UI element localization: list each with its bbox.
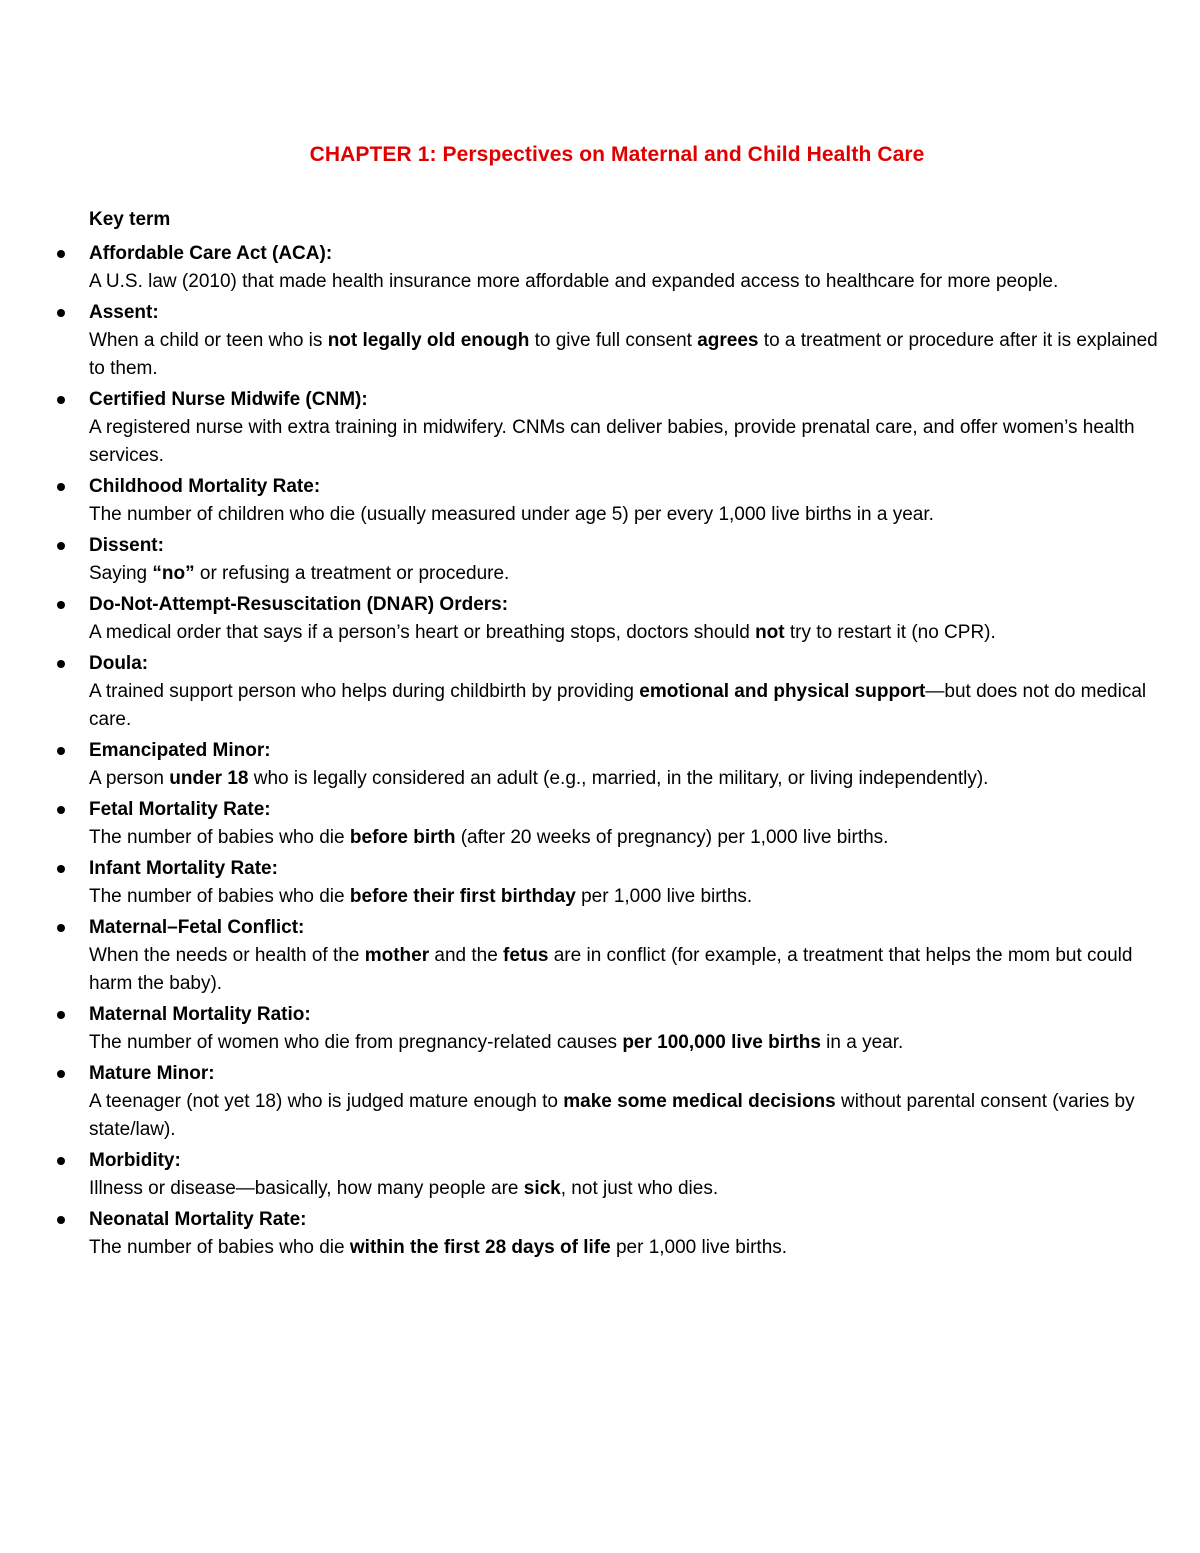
- term-name: Certified Nurse Midwife (CNM):: [89, 389, 368, 410]
- bullet-icon: [57, 1216, 65, 1224]
- bullet-icon: [57, 1070, 65, 1078]
- definition-text: The number of babies who die: [89, 827, 350, 848]
- definition-text: The number of babies who die: [89, 886, 350, 907]
- definition-text: A teenager (not yet 18) who is judged mature enough to: [89, 1091, 564, 1112]
- term-definition: [89, 1175, 1160, 1203]
- definition-text: Illness or disease—basically, how many people are: [89, 1178, 524, 1199]
- list-item: [0, 532, 1160, 588]
- definition-emphasis: emotional and physical support: [639, 681, 926, 702]
- list-item: [0, 914, 1160, 998]
- definition-text: The number of women who die from pregnancy-related causes: [89, 1032, 623, 1053]
- definition-emphasis: fetus: [503, 945, 549, 966]
- chapter-title: CHAPTER 1: Perspectives on Maternal and Child Health Care: [309, 143, 925, 166]
- list-item: [0, 1060, 1160, 1144]
- definition-text: and the: [429, 945, 504, 966]
- term-name: Dissent:: [89, 535, 164, 556]
- definition-emphasis: before their first birthday: [349, 886, 576, 907]
- bullet-icon: [57, 483, 65, 491]
- definition-text: without parental consent (varies by state/law).: [89, 1091, 1135, 1140]
- term-definition: [89, 1088, 1160, 1144]
- definition-text: who is legally considered an adult (e.g., married, in the military, or living independently).: [248, 768, 989, 789]
- definition-text: A trained support person who helps during childbirth by providing: [89, 681, 640, 702]
- definition-text: The number of children who die (usually measured under age 5) per every 1,000 live births in a year.: [89, 504, 934, 525]
- list-item: [0, 1001, 1160, 1057]
- bullet-icon: [57, 806, 65, 814]
- definition-text: per 1,000 live births.: [575, 886, 753, 907]
- term-name: Affordable Care Act (ACA):: [89, 243, 333, 264]
- term-name: Infant Mortality Rate:: [89, 858, 278, 879]
- definition-emphasis: make some medical decisions: [563, 1091, 836, 1112]
- definition-text: A medical order that says if a person’s heart or breathing stops, doctors should: [89, 622, 756, 643]
- definition-text: When a child or teen who is: [89, 330, 328, 351]
- bullet-icon: [57, 747, 65, 755]
- definition-emphasis: “no”: [152, 563, 195, 584]
- term-definition: [89, 883, 1160, 911]
- list-item: [0, 1206, 1160, 1262]
- term-name: Maternal–Fetal Conflict:: [89, 917, 305, 938]
- definition-emphasis: within the first 28 days of life: [349, 1237, 611, 1258]
- definition-text: in a year.: [820, 1032, 904, 1053]
- list-item: [0, 240, 1160, 296]
- bullet-icon: [57, 1157, 65, 1165]
- term-definition: [89, 1029, 1160, 1057]
- term-definition: [89, 268, 1160, 296]
- term-definition: [89, 765, 1160, 793]
- definition-text: The number of babies who die: [89, 1237, 350, 1258]
- bullet-icon: [57, 250, 65, 258]
- definition-text: Saying: [89, 563, 153, 584]
- definition-emphasis: before birth: [349, 827, 456, 848]
- definition-text: A U.S. law (2010) that made health insurance more affordable and expanded access to healthcare for more people.: [89, 271, 1059, 292]
- term-name: Childhood Mortality Rate:: [89, 476, 321, 497]
- definition-text: (after 20 weeks of pregnancy) per 1,000 live births.: [455, 827, 889, 848]
- bullet-icon: [57, 1011, 65, 1019]
- definition-text: or refusing a treatment or procedure.: [194, 563, 510, 584]
- definition-text: —but does not do medical care.: [89, 681, 1147, 730]
- term-name: Emancipated Minor:: [89, 740, 271, 761]
- term-definition: [89, 327, 1160, 383]
- term-definition: [89, 501, 1160, 529]
- term-definition: [89, 824, 1160, 852]
- bullet-icon: [57, 660, 65, 668]
- term-name: Assent:: [89, 302, 159, 323]
- definition-text: A person: [89, 768, 170, 789]
- definition-text: are in conflict (for example, a treatment that helps the mom but could harm the baby).: [89, 945, 1133, 994]
- bullet-icon: [57, 924, 65, 932]
- term-name: Do-Not-Attempt-Resuscitation (DNAR) Orders:: [89, 594, 509, 615]
- definition-emphasis: agrees: [697, 330, 759, 351]
- definition-text: to give full consent: [529, 330, 698, 351]
- list-item: [0, 473, 1160, 529]
- section-label: Key term: [89, 209, 171, 230]
- bullet-icon: [57, 396, 65, 404]
- list-item: [0, 796, 1160, 852]
- definition-text: When the needs or health of the: [89, 945, 365, 966]
- definition-text: to a treatment or procedure after it is explained to them.: [89, 330, 1158, 379]
- term-name: Neonatal Mortality Rate:: [89, 1209, 307, 1230]
- definition-emphasis: per 100,000 live births: [622, 1032, 821, 1053]
- term-definition: [89, 619, 1160, 647]
- list-item: [0, 386, 1160, 470]
- term-name: Mature Minor:: [89, 1063, 215, 1084]
- bullet-icon: [57, 601, 65, 609]
- definition-emphasis: under 18: [169, 768, 249, 789]
- term-definition: [89, 1234, 1160, 1262]
- bullet-icon: [57, 865, 65, 873]
- definition-emphasis: not: [755, 622, 785, 643]
- term-list: [0, 240, 1160, 1265]
- term-definition: [89, 678, 1160, 734]
- term-name: Doula:: [89, 653, 149, 674]
- list-item: [0, 299, 1160, 383]
- definition-text: per 1,000 live births.: [610, 1237, 788, 1258]
- definition-emphasis: mother: [364, 945, 430, 966]
- term-definition: [89, 560, 1160, 588]
- list-item: [0, 737, 1160, 793]
- list-item: [0, 1147, 1160, 1203]
- definition-text: try to restart it (no CPR).: [784, 622, 996, 643]
- definition-emphasis: not legally old enough: [327, 330, 530, 351]
- bullet-icon: [57, 542, 65, 550]
- term-name: Maternal Mortality Ratio:: [89, 1004, 311, 1025]
- definition-text: A registered nurse with extra training in midwifery. CNMs can deliver babies, provide prenatal care, and offer women’s health services.: [89, 417, 1135, 466]
- list-item: [0, 591, 1160, 647]
- term-definition: [89, 414, 1160, 470]
- definition-text: , not just who dies.: [560, 1178, 719, 1199]
- term-name: Morbidity:: [89, 1150, 181, 1171]
- list-item: [0, 855, 1160, 911]
- bullet-icon: [57, 309, 65, 317]
- list-item: [0, 650, 1160, 734]
- definition-emphasis: sick: [523, 1178, 561, 1199]
- term-name: Fetal Mortality Rate:: [89, 799, 271, 820]
- term-definition: [89, 942, 1160, 998]
